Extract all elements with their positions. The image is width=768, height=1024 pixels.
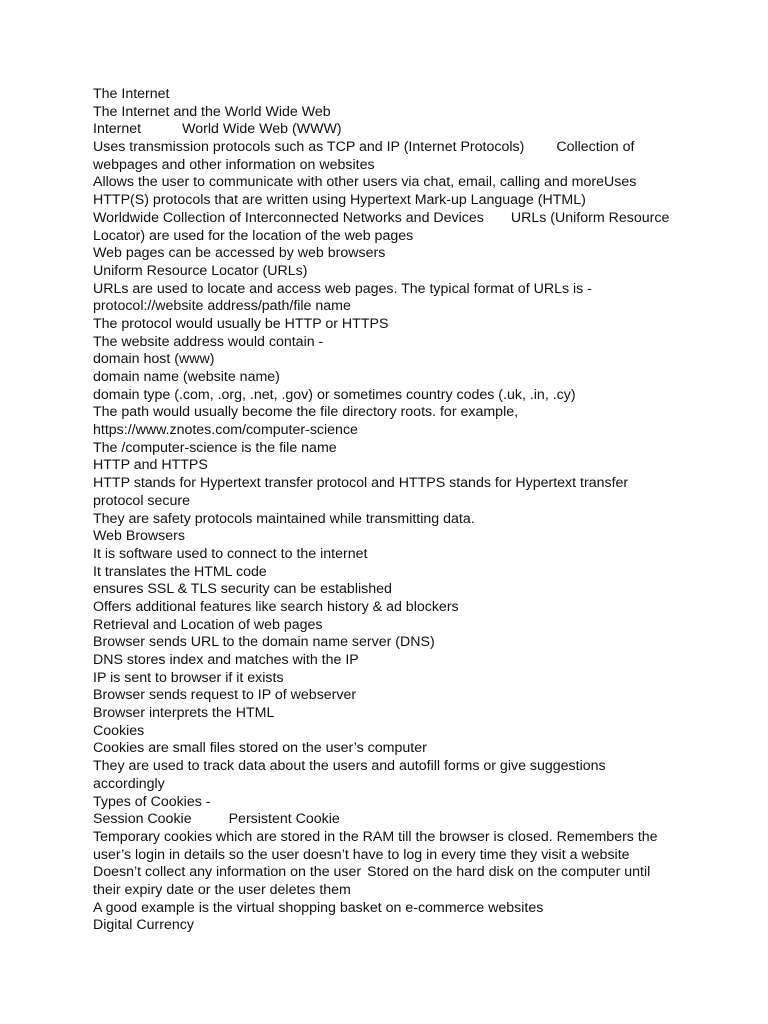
heading-types-of-cookies: Types of Cookies - [93,793,211,810]
comparison-row-1 [93,139,683,157]
internet-worldwide-text: Worldwide Collection of Interconnected Networks and Devices [93,209,484,226]
text-line: URLs are used to locate and access web pages. The typical format of URLs is - [93,280,592,297]
text-line: The /computer-science is the file name [93,439,337,456]
persistent-cookie-text: Stored on the hard disk on the computer until [367,864,651,881]
text-line: Offers additional features like search history & ad blockers [93,598,459,615]
text-line: domain type (.com, .org, .net, .gov) or sometimes country codes (.uk, .in, .cy) [93,386,576,403]
comparison-row-2 [93,210,683,228]
title-line: The Internet [93,86,170,102]
text-line: Locator) are used for the location of the web pages [93,227,414,244]
text-line: domain name (website name) [93,369,280,385]
column-www-label: World Wide Web (WWW) [182,121,342,138]
internet-protocols-text: Uses transmission protocols such as TCP and IP (Internet Protocols) [93,139,525,156]
text-line: HTTP stands for Hypertext transfer protocol and HTTPS stands for Hypertext transfer [93,475,629,492]
text-line: The protocol would usually be HTTP or HTTPS [93,315,389,332]
text-line: IP is sent to browser if it exists [93,669,284,686]
example-url-text: https://www.znotes.com/computer-science [93,422,358,439]
text-line: HTTP(S) protocols that are written using Hypertext Mark-up Language (HTML) [93,192,586,209]
text-line: The path would usually become the file directory roots. for example, [93,404,519,421]
text-line: Web pages can be accessed by web browsers [93,245,386,262]
text-line: It is software used to connect to the internet [93,545,368,562]
persistent-cookie-label: Persistent Cookie [228,811,340,828]
text-line: protocol secure [93,492,190,509]
text-line: A good example is the virtual shopping basket on e-commerce websites [93,899,544,916]
text-line: protocol://website address/path/file name [93,298,351,315]
text-line: domain host (www) [93,351,215,368]
heading-web-browsers: Web Browsers [93,528,185,545]
heading-digital-currency: Digital Currency [93,917,194,934]
text-line: accordingly [93,775,165,792]
text-line: their expiry date or the user deletes them [93,881,351,898]
cookie-types-header-row [93,811,683,829]
heading-http-https: HTTP and HTTPS [93,457,208,474]
text-line: Browser sends URL to the domain name server (DNS) [93,634,435,651]
text-line: Browser interprets the HTML [93,705,275,722]
text-line: user’s login in details so the user doesn’t have to log in every time they visit a website [93,846,630,863]
heading-cookies: Cookies [93,722,145,739]
heading-urls: Uniform Resource Locator (URLs) [93,262,308,279]
www-collection-text: Collection of [556,139,635,156]
text-line: It translates the HTML code [93,563,267,580]
heading-internet-www: The Internet and the World Wide Web [93,103,331,120]
text-line: Browser sends request to IP of webserver [93,687,357,704]
text-line: They are used to track data about the users and autofill forms or give suggestions [93,758,606,775]
heading-retrieval: Retrieval and Location of web pages [93,616,323,633]
text-line: DNS stores index and matches with the IP [93,652,359,668]
document-body [93,86,683,935]
column-internet-label: Internet [93,121,142,138]
text-line: Temporary cookies which are stored in the RAM till the browser is closed. Remembers the [93,828,658,845]
text-line: webpages and other information on websites [93,156,375,173]
text-line: Cookies are small files stored on the user’s computer [93,740,427,757]
www-urls-text: URLs (Uniform Resource [510,209,670,226]
text-line: Allows the user to communicate with other users via chat, email, calling and moreUses [93,174,637,191]
cookie-types-row [93,864,683,882]
comparison-header-row [93,121,683,139]
session-cookie-text: Doesn’t collect any information on the user [93,864,362,881]
text-line: The website address would contain - [93,333,324,350]
session-cookie-label: Session Cookie [93,811,192,828]
text-line: They are safety protocols maintained while transmitting data. [93,510,475,527]
text-line: ensures SSL & TLS security can be established [93,581,392,598]
